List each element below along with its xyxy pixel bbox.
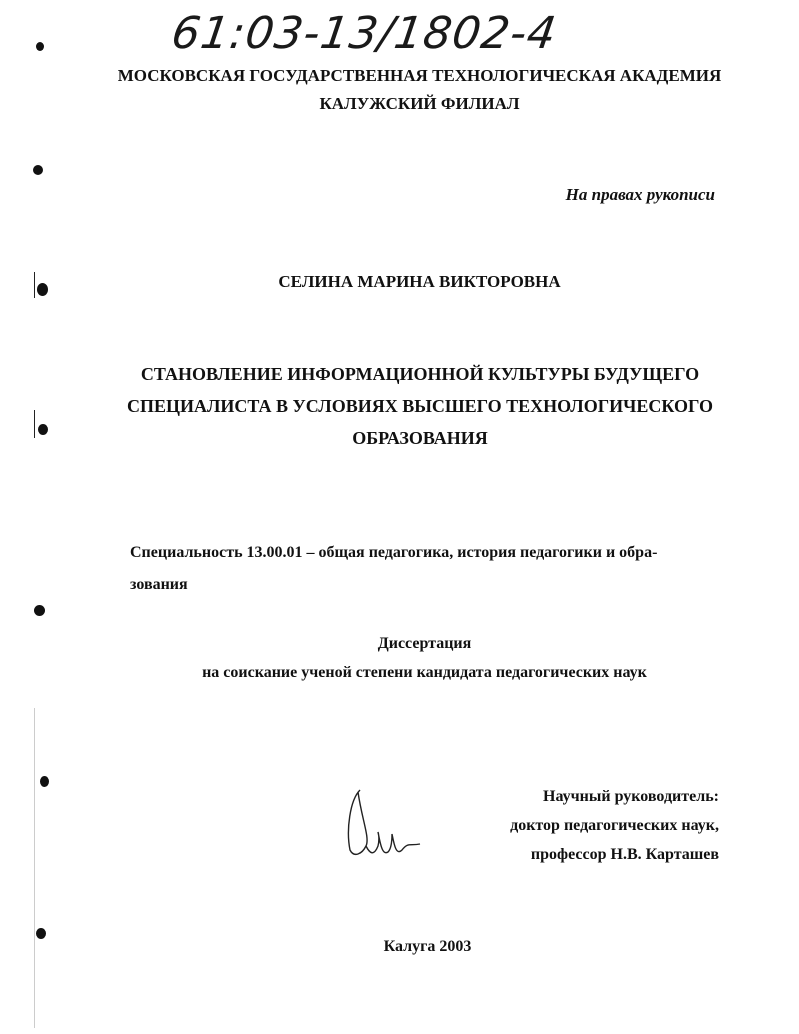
institution-name: МОСКОВСКАЯ ГОСУДАРСТВЕННАЯ ТЕХНОЛОГИЧЕСКАЯ АКАДЕМИЯ <box>117 66 722 85</box>
author-name: СЕЛИНА МАРИНА ВИКТОРОВНА <box>278 272 561 291</box>
title-line: ОБРАЗОВАНИЯ <box>352 428 488 448</box>
title-line: СТАНОВЛЕНИЕ ИНФОРМАЦИОННОЙ КУЛЬТУРЫ БУДУЩЕГО <box>140 364 700 384</box>
binding-hole-mark <box>36 42 44 51</box>
dissertation-label: Диссертация <box>377 635 472 652</box>
city-year: Калуга 2003 <box>383 938 472 955</box>
specialty-line: Специальность 13.00.01 – общая педагогика, история педагогики и обра- <box>130 544 658 561</box>
archive-number: 61:03-13/1802-4 <box>168 8 560 59</box>
supervisor-label: Научный руководитель: <box>543 788 719 805</box>
institution-branch: КАЛУЖСКИЙ ФИЛИАЛ <box>319 94 520 113</box>
supervisor-degree: доктор педагогических наук, <box>510 817 719 834</box>
supervisor-name: профессор Н.В. Карташев <box>530 846 719 863</box>
degree-line: на соискание ученой степени кандидата педагогических наук <box>202 664 647 681</box>
signature <box>340 780 430 860</box>
specialty <box>130 537 720 601</box>
binding-hole-mark <box>34 605 45 616</box>
binding-hole-mark <box>40 776 49 787</box>
binding-hole-mark <box>38 424 48 435</box>
binding-hole-mark <box>33 165 43 175</box>
dissertation-title <box>110 358 730 454</box>
manuscript-note: На правах рукописи <box>565 185 715 204</box>
margin-line <box>34 708 35 1028</box>
margin-line <box>34 410 35 438</box>
title-line: СПЕЦИАЛИСТА В УСЛОВИЯХ ВЫСШЕГО ТЕХНОЛОГИЧЕСКОГО <box>127 396 713 416</box>
specialty-line: зования <box>130 576 188 593</box>
